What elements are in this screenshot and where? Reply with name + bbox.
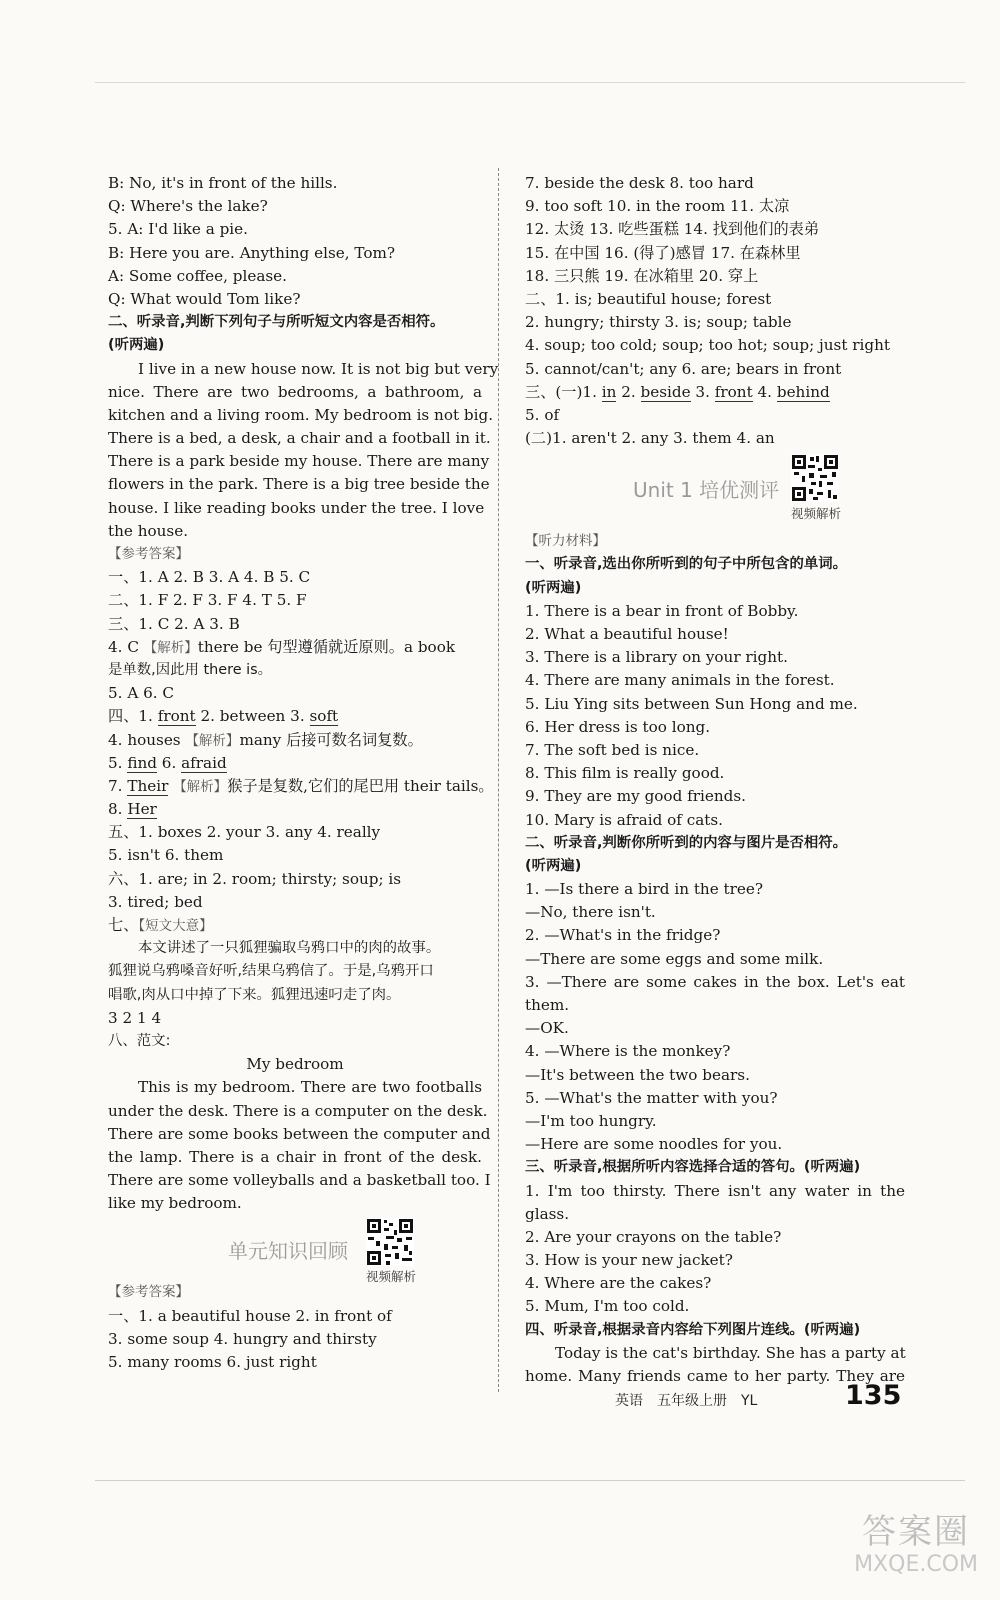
section-title: 单元知识回顾 bbox=[228, 1239, 348, 1264]
answer-text: 4. C bbox=[108, 637, 139, 656]
listening-item: 3. How is your new jacket? bbox=[525, 1251, 733, 1270]
analysis-tag: 【解析】 bbox=[173, 778, 228, 795]
listening-item: 2. What a beautiful house! bbox=[525, 625, 729, 643]
listening-item: 1. I'm too thirsty. There isn't any water in the bbox=[525, 1181, 905, 1200]
answer-line: 9. too soft 10. in the room 11. 太凉 bbox=[525, 197, 790, 216]
answer-line bbox=[108, 636, 482, 659]
section-header-unit bbox=[525, 450, 905, 530]
text-line: B: No, it's in front of the hills. bbox=[108, 174, 338, 192]
answer-line: (二)1. aren't 2. any 3. them 4. an bbox=[525, 429, 775, 448]
answer-line: 5. many rooms 6. just right bbox=[108, 1353, 317, 1371]
listening-item: —It's between the two bears. bbox=[525, 1065, 750, 1084]
answers-tag: 【参考答案】 bbox=[108, 1284, 189, 1301]
question-heading: 三、听录音,根据所听内容选择合适的答句。(听两遍) bbox=[525, 1159, 861, 1176]
passage-line: nice. There are two bedrooms, a bathroom, a bbox=[108, 382, 482, 401]
analysis-text: many 后接可数名词复数。 bbox=[239, 730, 423, 749]
passage-line: flowers in the park. There is a big tree beside the bbox=[108, 475, 490, 494]
page-number: 135 bbox=[845, 1380, 902, 1411]
listening-item: glass. bbox=[525, 1204, 570, 1223]
passage-line: Today is the cat's birthday. She has a party at bbox=[555, 1343, 906, 1362]
text-line: B: Here you are. Anything else, Tom? bbox=[108, 243, 396, 262]
listening-item: —Here are some noodles for you. bbox=[525, 1135, 783, 1154]
text-line: 5. A: I'd like a pie. bbox=[108, 220, 248, 239]
answer-line bbox=[108, 775, 494, 798]
answer-prefix: 5. bbox=[108, 753, 128, 772]
answer-line: 5. of bbox=[525, 405, 560, 424]
answer-line: 六、1. are; in 2. room; thirsty; soup; is bbox=[108, 869, 402, 888]
listening-item: them. bbox=[525, 996, 570, 1014]
passage-line: house. I like reading books under the tree. I love bbox=[108, 498, 485, 517]
question-note: (听两遍) bbox=[525, 579, 582, 596]
answer-line: 12. 太烫 13. 吃些蛋糕 14. 找到他们的表弟 bbox=[525, 220, 820, 239]
answer-line: 18. 三只熊 19. 在冰箱里 20. 穿上 bbox=[525, 266, 759, 285]
answer-text: 6. bbox=[156, 753, 182, 772]
answer-line: 5. cannot/can't; any 6. are; bears in front bbox=[525, 359, 842, 378]
summary-line: 狐狸说乌鸦嗓音好听,结果乌鸦信了。于是,乌鸦开口 bbox=[108, 963, 434, 980]
answer-line bbox=[525, 381, 905, 404]
page-bottom-rule bbox=[95, 1480, 965, 1481]
listening-tag: 【听力材料】 bbox=[525, 533, 606, 550]
analysis-text: 猴子是复数,它们的尾巴用 bbox=[227, 776, 404, 795]
listening-item: —OK. bbox=[525, 1019, 569, 1038]
answer-prefix: 七、 bbox=[108, 916, 139, 934]
answer-text: 2. bbox=[616, 382, 641, 401]
passage-line: the house. bbox=[108, 521, 189, 540]
answer-line: 15. 在中国 16. (得了)感冒 17. 在森林里 bbox=[525, 243, 801, 262]
answer-line bbox=[108, 752, 482, 775]
listening-item: 7. The soft bed is nice. bbox=[525, 740, 700, 759]
essay-title: My bedroom bbox=[246, 1055, 344, 1074]
answer-line bbox=[108, 914, 482, 937]
answer-line: 7. beside the desk 8. too hard bbox=[525, 174, 754, 192]
analysis-tag: 【解析】 bbox=[185, 732, 240, 749]
qr-code-icon[interactable] bbox=[366, 1218, 414, 1266]
summary-tag: 【短文大意】 bbox=[138, 918, 213, 934]
answer-word: Her bbox=[127, 800, 157, 819]
answer-word: in bbox=[601, 382, 617, 401]
analysis-text: 。 bbox=[478, 776, 494, 795]
listening-item: 2. Are your crayons on the table? bbox=[525, 1227, 782, 1246]
listening-item: 8. This film is really good. bbox=[525, 764, 725, 783]
answer-line: 2. hungry; thirsty 3. is; soup; table bbox=[525, 313, 792, 332]
answers-tag: 【参考答案】 bbox=[108, 546, 189, 562]
analysis-tag: 【解析】 bbox=[143, 639, 198, 656]
page-footer bbox=[615, 1390, 771, 1410]
passage-line: There is a bed, a desk, a chair and a football in it. bbox=[108, 429, 491, 448]
answer-word: Their bbox=[127, 776, 169, 795]
essay-line: There are some books between the computer and bbox=[108, 1124, 491, 1143]
question-heading: 二、听录音,判断下列句子与所听短文内容是否相符。 bbox=[108, 314, 445, 331]
text-line: Q: What would Tom like? bbox=[108, 289, 301, 308]
column-divider bbox=[498, 168, 499, 1392]
listening-item: 4. Where are the cakes? bbox=[525, 1274, 712, 1293]
listening-item: 5. Liu Ying sits between Sun Hong and me. bbox=[525, 694, 858, 713]
answer-line: 5. A 6. C bbox=[108, 684, 175, 703]
listening-item: 10. Mary is afraid of cats. bbox=[525, 810, 724, 829]
answer-word: afraid bbox=[181, 753, 227, 772]
answer-word: beside bbox=[640, 382, 691, 401]
watermark-text: 答案圈 bbox=[862, 1512, 971, 1552]
section-title: Unit 1 培优测评 bbox=[633, 478, 780, 503]
answer-line: 3. tired; bed bbox=[108, 892, 203, 911]
text-line: A: Some coffee, please. bbox=[108, 266, 287, 285]
passage-line: There is a park beside my house. There are many bbox=[108, 452, 490, 471]
listening-item: 4. There are many animals in the forest. bbox=[525, 671, 835, 690]
analysis-text: their tails bbox=[403, 776, 479, 795]
listening-item: 3. There is a library on your right. bbox=[525, 648, 788, 667]
answer-line: 5. isn't 6. them bbox=[108, 846, 224, 865]
listening-item: 9. They are my good friends. bbox=[525, 787, 746, 806]
listening-item: 1. —Is there a bird in the tree? bbox=[525, 880, 763, 899]
question-heading: 四、听录音,根据录音内容给下列图片连线。(听两遍) bbox=[525, 1321, 861, 1338]
listening-item: 2. —What's in the fridge? bbox=[525, 926, 721, 945]
text-line: Q: Where's the lake? bbox=[108, 197, 268, 216]
analysis-text: 是单数,因此用 there is。 bbox=[108, 661, 273, 678]
listening-item: —There are some eggs and some milk. bbox=[525, 949, 824, 968]
passage-line: home. Many friends came to her party. They are bbox=[525, 1367, 905, 1385]
answer-text: 3. bbox=[690, 382, 715, 401]
answer-word: find bbox=[127, 753, 157, 772]
question-heading: 一、听录音,选出你所听到的句子中所包含的单词。 bbox=[525, 556, 848, 573]
watermark-url: MXQE.COM bbox=[854, 1552, 978, 1577]
question-note: (听两遍) bbox=[108, 337, 165, 354]
analysis-text: there be 句型遵循就近原则。a book bbox=[197, 637, 456, 656]
answer-word: soft bbox=[309, 707, 339, 726]
left-column bbox=[108, 172, 499, 1374]
answer-line: 二、1. is; beautiful house; forest bbox=[525, 289, 772, 308]
qr-caption: 视频解析 bbox=[366, 1269, 417, 1285]
listening-item: 1. There is a bear in front of Bobby. bbox=[525, 601, 799, 620]
answer-prefix: 7. bbox=[108, 776, 128, 795]
footer-grade: 五年级上册 bbox=[657, 1393, 727, 1409]
answer-word: front bbox=[157, 707, 196, 726]
watermark-logo bbox=[854, 1512, 978, 1578]
essay-line: under the desk. There is a computer on the desk. bbox=[108, 1101, 488, 1120]
page-top-rule bbox=[95, 82, 965, 83]
answer-prefix: 8. bbox=[108, 800, 128, 819]
answer-line: 八、范文: bbox=[108, 1032, 171, 1049]
qr-code-icon[interactable] bbox=[791, 454, 839, 502]
answer-line: 一、1. a beautiful house 2. in front of bbox=[108, 1306, 392, 1325]
listening-item: 4. —Where is the monkey? bbox=[525, 1042, 731, 1061]
section-header-review bbox=[108, 1215, 482, 1285]
answer-line bbox=[108, 705, 482, 728]
qr-caption: 视频解析 bbox=[791, 506, 842, 522]
listening-item: —No, there isn't. bbox=[525, 903, 656, 922]
footer-edition: YL bbox=[741, 1393, 758, 1409]
answer-line: 五、1. boxes 2. your 3. any 4. really bbox=[108, 823, 381, 842]
listening-item: 6. Her dress is too long. bbox=[525, 717, 711, 736]
listening-item: 5. —What's the matter with you? bbox=[525, 1088, 778, 1107]
essay-line: like my bedroom. bbox=[108, 1194, 242, 1213]
answer-text: 2. between 3. bbox=[195, 707, 310, 726]
listening-item: —I'm too hungry. bbox=[525, 1111, 657, 1130]
answer-prefix: 三、(一)1. bbox=[525, 382, 602, 401]
question-note: (听两遍) bbox=[525, 857, 582, 874]
summary-line: 本文讲述了一只狐狸骗取乌鸦口中的肉的故事。 bbox=[138, 940, 441, 957]
answer-line: 3. some soup 4. hungry and thirsty bbox=[108, 1329, 377, 1348]
answer-line: 一、1. A 2. B 3. A 4. B 5. C bbox=[108, 568, 311, 587]
answer-text: 4. bbox=[752, 382, 777, 401]
answer-line: 二、1. F 2. F 3. F 4. T 5. F bbox=[108, 591, 307, 610]
answer-text: 4. houses bbox=[108, 730, 181, 749]
answer-line bbox=[108, 798, 482, 821]
listening-item: 5. Mum, I'm too cold. bbox=[525, 1297, 690, 1316]
summary-line: 唱歌,肉从口中掉了下来。狐狸迅速叼走了肉。 bbox=[108, 986, 401, 1003]
listening-item: 3. —There are some cakes in the box. Let's eat bbox=[525, 972, 905, 991]
essay-line: the lamp. There is a chair in front of the desk. bbox=[108, 1147, 482, 1166]
question-heading: 二、听录音,判断你所听到的内容与图片是否相符。 bbox=[525, 834, 848, 851]
answer-word: front bbox=[714, 382, 753, 401]
passage-line: I live in a new house now. It is not big but very bbox=[138, 359, 499, 378]
answer-line: 三、1. C 2. A 3. B bbox=[108, 614, 240, 633]
essay-line: This is my bedroom. There are two footballs bbox=[138, 1078, 482, 1097]
answer-line: 4. soup; too cold; soup; too hot; soup; just right bbox=[525, 336, 890, 355]
essay-line: There are some volleyballs and a basketball too. I bbox=[108, 1171, 491, 1190]
footer-subject: 英语 bbox=[615, 1393, 643, 1409]
answer-line bbox=[108, 729, 482, 752]
answer-line: 3 2 1 4 bbox=[108, 1008, 162, 1027]
answer-prefix: 四、1. bbox=[108, 707, 158, 726]
passage-line: kitchen and a living room. My bedroom is not big. bbox=[108, 405, 494, 424]
right-column bbox=[525, 172, 905, 1388]
answer-word: behind bbox=[776, 382, 830, 401]
